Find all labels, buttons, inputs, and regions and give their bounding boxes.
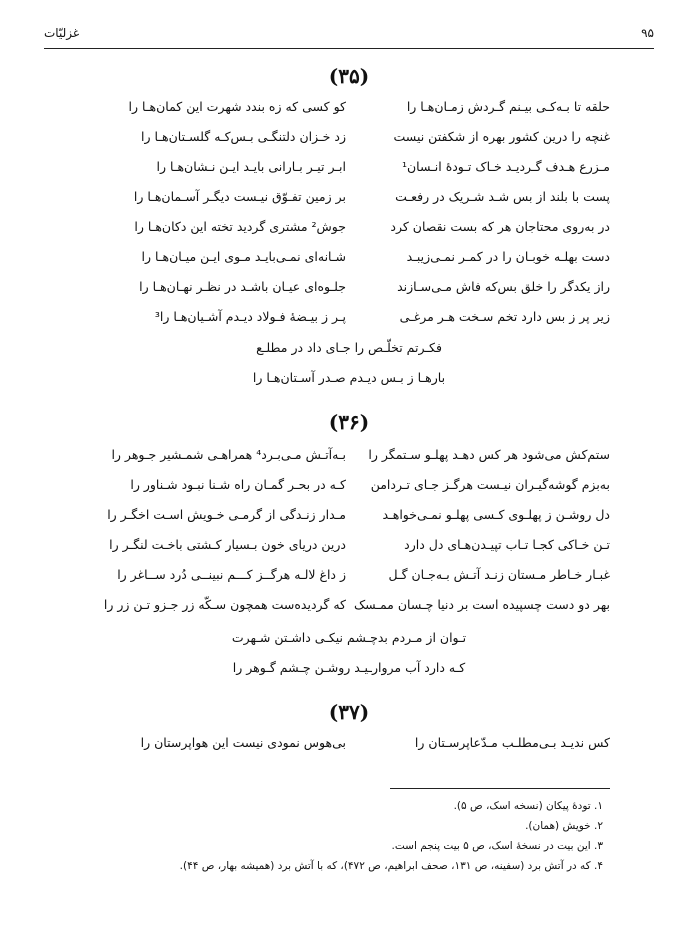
closing-hemistich: تـوان از مـردم بدچـشم نیکـی داشـتن شـهرت <box>231 630 467 645</box>
page-number: ۹۵ <box>641 26 654 40</box>
second-hemistich: ابـر تیـر بـارانی بایـد ایـن نـشان‌هـا را <box>156 159 346 174</box>
first-hemistich: کس ندیـد بـی‌مطلـب مـدّعاپرسـتان را <box>414 735 610 750</box>
running-title: غزلیّات <box>44 26 80 40</box>
ghazal-36-title: (۳۶) <box>328 410 370 434</box>
couplet <box>0 154 698 184</box>
second-hemistich: زد خـزان دلتنگـی بـس‌کـه گلسـتان‌هـا را <box>141 129 346 144</box>
couplet <box>0 442 698 472</box>
couplet <box>0 562 698 592</box>
second-hemistich: پـر ز بیـضهٔ فـولاد دیـدم آشـیان‌هـا را³ <box>154 309 346 324</box>
couplet <box>0 502 698 532</box>
second-hemistich: جوش² مشتری گردید تخته این دکان‌هـا را <box>134 219 346 234</box>
footnote: ۴. که در آتش برد (سفینه، ص ۱۳۱، صحف ابراهیم، ص ۴۷۲)، که با آتش برد (همیشه بهار، ص ۴۴). <box>179 860 603 872</box>
first-hemistich: مـزرع هـدف گـردیـد خـاک تـودهٔ انـسان¹ <box>401 159 610 174</box>
page-header <box>44 22 654 44</box>
second-hemistich: شـانه‌ای نمـی‌بایـد مـوی ایـن میـان‌هـا را <box>141 249 346 264</box>
couplet <box>0 274 698 304</box>
first-hemistich: به‌بزم گوشه‌گیـران نیـست هرگـز جـای تـردامن <box>370 477 610 492</box>
closing-hemistich: فکـرتم تخلّـص را جـای داد در مطلـع <box>256 340 442 355</box>
second-hemistich: کو کسی که زه بندد شهرت این کمان‌هـا را <box>128 99 346 114</box>
header-divider <box>44 48 654 49</box>
first-hemistich: در به‌روی محتاجان هر که بست نقصان کرد <box>390 219 610 234</box>
closing-hemistich: بارهـا ز بـس دیـدم صـدر آسـتان‌هـا را <box>252 370 446 385</box>
second-hemistich: درین دریای خون بـسیار کـشتی باخـت لنگـر را <box>109 537 346 552</box>
first-hemistich: دست بهلـه خوبـان را در کمـر نمـی‌زیبـد <box>406 249 610 264</box>
closing-hemistich: کـه دارد آب مروارـیـد روشـن چـشم گـوهر را <box>232 660 466 675</box>
second-hemistich: بـه‌آتـش مـی‌بـرد⁴ همراهـی شمـشیر جـوهر را <box>111 447 346 462</box>
first-hemistich: غنچه را درین کشور بهره از شکفتن نیست <box>393 129 610 144</box>
couplet <box>0 472 698 502</box>
couplet <box>0 124 698 154</box>
first-hemistich: زیر پر ز بس دارد تخم سـخت هـر مرغـی <box>399 309 610 324</box>
footnotes <box>83 796 603 876</box>
couplet <box>0 244 698 274</box>
couplet <box>0 184 698 214</box>
second-hemistich: بر زمین تفـوّق نیـست دیگـر آسـمان‌هـا را <box>133 189 346 204</box>
second-hemistich: بی‌هوس نمودی نیست این هواپرستان را <box>140 735 346 750</box>
first-hemistich: تـن خـاکی کجـا تـاب تپیـدن‌هـای دل دارد <box>404 537 610 552</box>
first-hemistich: ستم‌کش می‌شود هر کس دهـد پهلـو سـتمگر را <box>368 447 610 462</box>
second-hemistich: ز داغ لالـه هرگــز کـــم نبینــی دُرد ســاغر را <box>117 567 346 582</box>
ghazal-37-title: (۳۷) <box>328 700 370 724</box>
couplet <box>0 532 698 562</box>
first-hemistich: راز یکدگر را خلق بس‌که فاش مـی‌سـازند <box>397 279 610 294</box>
couplet <box>0 304 698 334</box>
footnote: ۲. خویش (همان). <box>525 820 603 832</box>
second-hemistich: جلـوه‌ای عیـان باشـد در نظـر نهـان‌هـا را <box>139 279 346 294</box>
couplet <box>0 592 698 622</box>
first-hemistich: بهر دو دست چسپیده است بر دنیا چـسان ممـسک <box>353 597 610 612</box>
couplet <box>0 730 698 760</box>
ghazal-35-title: (۳۵) <box>328 64 370 88</box>
first-hemistich: حلقه تا بـه‌کـی بیـنم گـردش زمـان‌هـا را <box>406 99 610 114</box>
first-hemistich: غبـار خـاطر مـستان زنـد آتـش بـه‌جـان گـل <box>388 567 610 582</box>
second-hemistich: کـه در بحـر گمـان راه شـنا نبـود شـناور را <box>130 477 346 492</box>
footnote-divider <box>390 788 610 789</box>
couplet <box>0 214 698 244</box>
couplet <box>0 94 698 124</box>
second-hemistich: مـدار زنـدگی از گرمـی خـویش اسـت اخگـر را <box>107 507 346 522</box>
first-hemistich: پست با بلند از بس شـد شـریک در رفعـت <box>395 189 610 204</box>
footnote: ۱. تودهٔ پیکان (نسخه اسک، ص ۵). <box>453 800 603 812</box>
footnote: ۳. این بیت در نسخهٔ اسک، ص ۵ بیت پنجم است. <box>391 840 603 852</box>
first-hemistich: دل روشـن ز پهلـوی کـسی پهلـو نمـی‌خواهـد <box>382 507 610 522</box>
second-hemistich: که گردیده‌ست همچون سـکّه زر جـزو تـن زر را <box>103 597 346 612</box>
